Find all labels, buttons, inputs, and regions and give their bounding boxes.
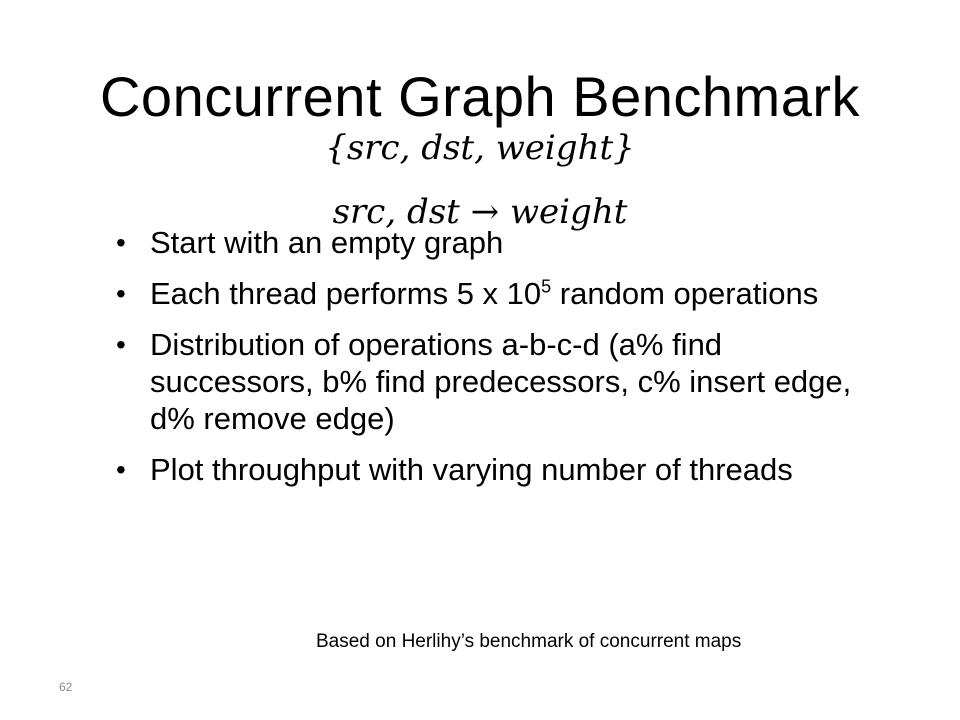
bullet-item-empty-graph: [114, 224, 874, 261]
bullet-text: Start with an empty graph: [150, 225, 504, 260]
slide-title: Concurrent Graph Benchmark: [99, 65, 860, 128]
page-number: 62: [59, 680, 73, 694]
bullet-dot-icon: •: [116, 227, 126, 258]
bullet-superscript: 5: [541, 276, 552, 297]
arrow-icon: →: [470, 192, 500, 232]
bullet-text-after: random operations: [551, 276, 819, 311]
citation-note: Based on Herlihy’s benchmark of concurrent maps: [316, 631, 742, 652]
formula-map-right: weight: [509, 192, 628, 232]
bullet-list: [114, 224, 874, 502]
formula-map-left: src, dst: [332, 192, 460, 232]
bullet-item-plot-throughput: [114, 451, 874, 488]
bullet-text-before: Each thread performs 5 x 10: [150, 276, 542, 311]
bullet-item-distribution: [114, 326, 874, 437]
edge-set-formula: {src, dst, weight}: [325, 128, 635, 168]
bullet-dot-icon: •: [116, 329, 126, 360]
bullet-text: Distribution of operations a-b-c-d (a% find successors, b% find predecessors, c% insert edge, d% remove edge): [150, 327, 852, 436]
bullet-dot-icon: •: [116, 278, 126, 309]
bullet-item-operations-per-thread: [114, 275, 874, 312]
bullet-dot-icon: •: [116, 454, 126, 485]
bullet-text: Plot throughput with varying number of threads: [150, 452, 793, 487]
